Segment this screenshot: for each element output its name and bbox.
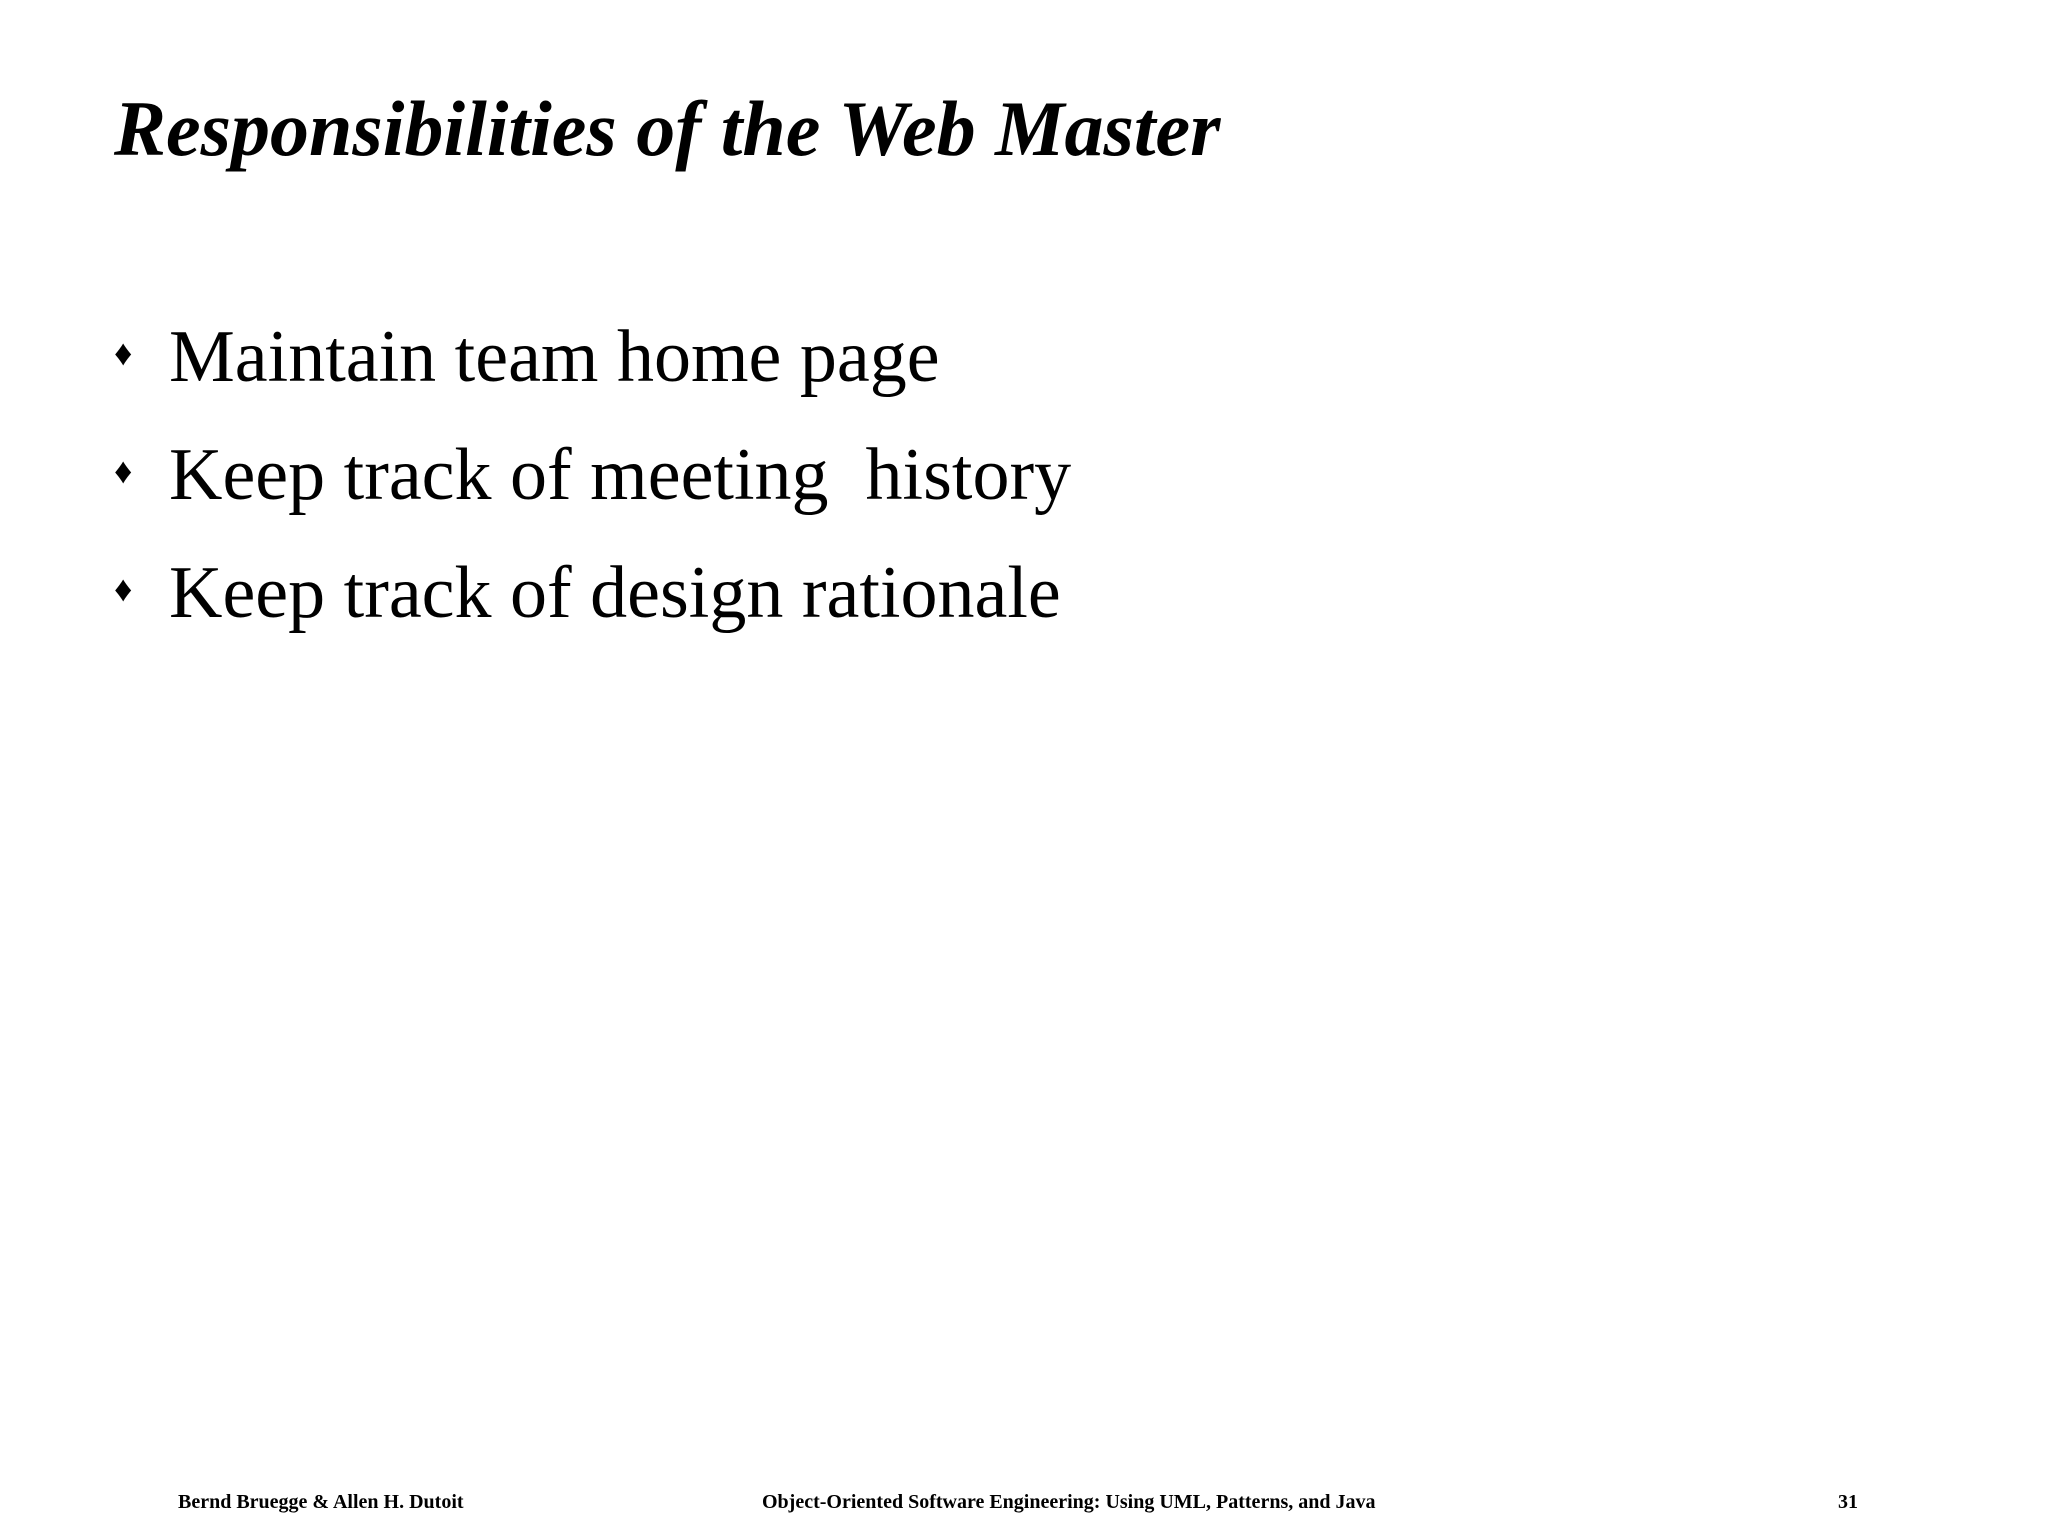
bullet-item — [110, 416, 1071, 534]
bullet-text: Keep track of meeting history — [169, 434, 1072, 516]
slide-title: Responsibilities of the Web Master — [114, 85, 1221, 172]
bullet-text: Keep track of design rationale — [169, 552, 1061, 634]
bullet-text: Maintain team home page — [169, 316, 940, 398]
footer-authors: Bernd Bruegge & Allen H. Dutoit — [178, 1491, 464, 1513]
bullet-list — [110, 298, 1071, 652]
footer-course-title: Object-Oriented Software Engineering: Using UML, Patterns, and Java — [762, 1491, 1376, 1513]
bullet-item — [110, 298, 1071, 416]
footer-page-number: 31 — [1838, 1491, 1858, 1513]
diamond-bullet-icon: ♦ — [114, 333, 133, 373]
bullet-item — [110, 534, 1071, 652]
diamond-bullet-icon: ♦ — [114, 569, 133, 609]
diamond-bullet-icon: ♦ — [114, 451, 133, 491]
